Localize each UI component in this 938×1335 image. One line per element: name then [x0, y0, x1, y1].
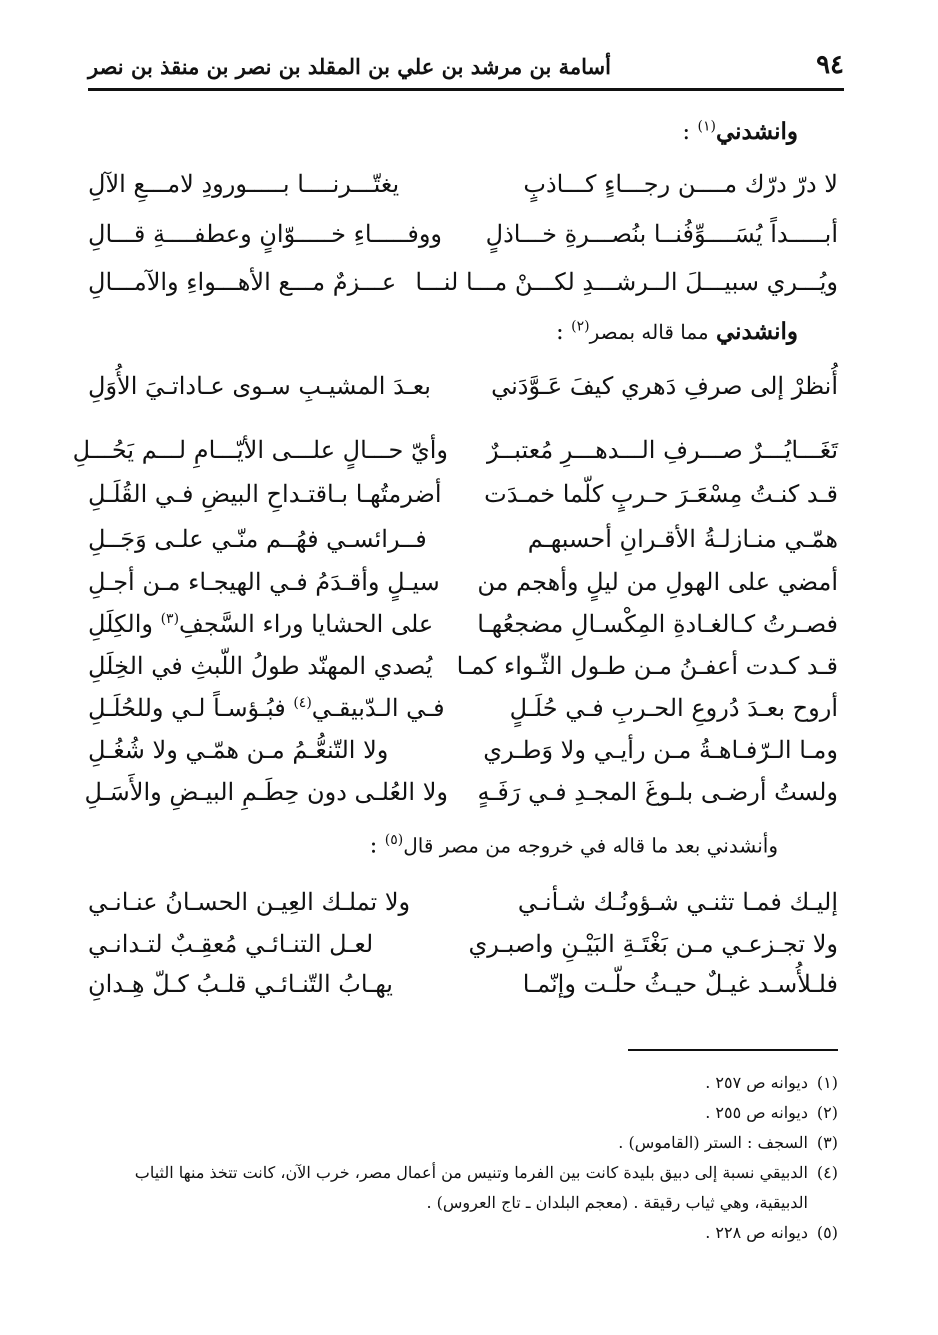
verse-second-hemistich: ووفـــــاءِ خـــــوّانٍ وعطفــــةِ قـــالِ — [88, 220, 443, 248]
footnote-ref[interactable]: (٢) — [571, 318, 590, 335]
footnote-ref[interactable]: (٤) — [293, 695, 312, 711]
verse-second-hemistich: بعـدَ المشيـبِ سـوى عـاداتـيَ الأُوَلِ — [88, 372, 431, 400]
footnote — [88, 1158, 838, 1218]
intro-bold: وانشدني — [715, 318, 798, 345]
verse-line — [88, 170, 838, 220]
page-header — [88, 50, 844, 86]
section-intro — [370, 832, 778, 859]
verse-second-hemistich: أضرمتُهـا بـاقتـداحِ البيضِ فـي القُلَـلِ — [88, 480, 442, 508]
intro-colon: : — [682, 119, 691, 145]
verse-first-hemistich: تَغَـــايُـــرٌ صـــرفِ الـــدهـــرِ مُعتبــرٌ — [486, 436, 838, 464]
verse-line — [84, 778, 838, 828]
verse-second-hemistich: ولا تملـك العِيـن الحسـانُ عنـانـي — [88, 888, 411, 916]
verse-second-hemistich — [88, 694, 448, 722]
footnote-rule — [628, 1049, 838, 1051]
header-rule — [88, 88, 844, 91]
verse-line — [88, 268, 838, 318]
footnote-number: (٣) — [816, 1133, 838, 1152]
section-intro — [556, 318, 798, 345]
footnote-number: (٢) — [816, 1103, 838, 1122]
verse-second-hemistich: ولا العُلـى دون حِطَـمِ البيـضِ والأَسَـلِ — [84, 778, 448, 806]
verse-first-hemistich: همّـي منـازلـةُ الأقـرانِ أحسبهـم — [527, 525, 838, 553]
verse-first-hemistich: ولا تجـزعـي مـن بَغْتَـةِ البَيْـنِ واصبـري — [468, 930, 838, 958]
intro-text: وأنشدني بعد ما قاله في خروجه من مصر قال — [403, 833, 778, 858]
footnote — [88, 1128, 838, 1158]
intro-colon: : — [369, 832, 378, 859]
footnote-number: (٥) — [816, 1223, 838, 1242]
verse-second-hemistich: يهـابُ التّنـائـي قلـبُ كـلّ هِـدانِ — [88, 970, 393, 998]
intro-bold: وانشدني — [715, 118, 798, 145]
verse-line — [88, 372, 838, 422]
footnote — [88, 1068, 838, 1098]
hemistich-text: فـي الـدّبيقـي — [311, 694, 445, 722]
footnote — [88, 1218, 838, 1248]
footnote-text: ديوانه ص ٢٥٧ . — [705, 1073, 808, 1092]
verse-line — [88, 480, 838, 530]
footnote-ref[interactable]: (٥) — [384, 832, 404, 848]
footnote-ref[interactable]: (٣) — [160, 611, 180, 627]
footnote-text: ديوانه ص ٢٥٥ . — [705, 1103, 808, 1122]
verse-first-hemistich: إليـك فمـا تثنـي شـؤونُـك شـأنـي — [517, 888, 838, 916]
footnote-number: (٤) — [816, 1163, 838, 1182]
footnote-text: ديوانه ص ٢٢٨ . — [705, 1223, 808, 1242]
verse-first-hemistich: قـد كـدت أعفـنُ مـن طـول الثّـواء كمـا — [456, 652, 838, 680]
verse-first-hemistich: فلـلأُسـد غيـلٌ حيـثُ حلّـت وإنّمـا — [522, 970, 838, 998]
verse-line — [88, 970, 838, 1020]
intro-colon: : — [556, 319, 564, 345]
verse-first-hemistich: أروح بعـدَ دُروعِ الحـربِ فـي حُلَـلٍ — [509, 694, 838, 722]
verse-second-hemistich: لعـل التنـائـي مُعقِـبٌ لتـدانـي — [88, 930, 374, 958]
footnote-text: السجف : الستر (القاموس) . — [618, 1133, 808, 1152]
page-number: ٩٤ — [816, 50, 844, 80]
verse-second-hemistich: ولا التّنعُّـمُ مـن همّـي ولا شُغُـلِ — [88, 736, 389, 764]
verse-line — [72, 436, 838, 486]
hemistich-text: على الحشايا وراء السَّجفِ — [179, 610, 434, 638]
hemistich-text-tail: فبُـؤسـاً لـي وللحُلَـلِ — [88, 694, 294, 722]
verse-first-hemistich: أبـــــداً يُسَــــوِّفُنــا بنُصـــرةِ خـــاذلٍ — [485, 220, 838, 248]
verse-first-hemistich: قـد كنـتُ مِسْعَـرَ حـربٍ كلّما خمـدَت — [484, 480, 838, 508]
footnotes — [88, 1068, 838, 1248]
verse-second-hemistich — [88, 610, 448, 638]
running-title: أسامة بن مرشد بن علي بن المقلد بن نصر بن منقذ بن نصر — [88, 54, 611, 79]
footnote-ref[interactable]: (١) — [697, 118, 716, 135]
verse-first-hemistich: فصـرتُ كـالغـادةِ المِكْسـالِ مضجعُهـا — [477, 610, 838, 638]
intro-text: مما قاله بمصر — [589, 320, 709, 344]
verse-first-hemistich: ويُـــري سبيـــلَ الــرشـــدِ لكـــنْ مـــا لنـــا — [415, 268, 838, 296]
footnote-number: (١) — [816, 1073, 838, 1092]
verse-first-hemistich: لا درّ درّك مــــن رجـــاءٍ كـــاذبٍ — [523, 170, 838, 198]
verse-second-hemistich: يُصدي المهنّد طولُ اللّبثِ في الخِلَلِ — [88, 652, 433, 680]
verse-second-hemistich: يغتّـــرنــــا بـــــورودِ لامـــعِ الآلِ — [88, 170, 400, 198]
verse-second-hemistich: وأيّ حـــالٍ علـــى الأيّـــامِ لـــم يَحُـــلِ — [72, 436, 448, 464]
footnote-text: الدبيقي نسبة إلى دبيق بليدة كانت بين الفرما وتنيس من أعمال مصر، خرب الآن، كانت تتخذ منها الثياب الدبيقية، وهي ثياب رقيقة . (معجم البلدان ـ تاج العروس) . — [134, 1163, 808, 1212]
verse-second-hemistich: فــرائسـي فهُــم منّـي علـى وَجَــلِ — [88, 525, 427, 553]
verse-line — [88, 220, 838, 270]
verse-first-hemistich: ولستُ أرضـى بلـوغَ المجـدِ فـي رَفَـهٍ — [477, 778, 838, 806]
hemistich-text-tail: والكِلَلِ — [88, 610, 161, 638]
verse-first-hemistich: أمضي على الهولِ من ليلٍ وأهجم من — [477, 568, 838, 596]
section-intro — [682, 118, 798, 145]
footnote — [88, 1098, 838, 1128]
verse-first-hemistich: ومـا الـرّفـاهـةُ مـن رأيـي ولا وَطـري — [483, 736, 838, 764]
verse-second-hemistich: سيـلٍ وأقـدَمُ فـي الهيجـاء مـن أجـلِ — [88, 568, 440, 596]
verse-second-hemistich: عـــزمٌ مـــع الأهـــواءِ والآمـــالِ — [88, 268, 397, 296]
verse-first-hemistich: أُنظرْ إلى صرفِ دَهري كيفَ عَـوَّدَني — [491, 372, 838, 400]
